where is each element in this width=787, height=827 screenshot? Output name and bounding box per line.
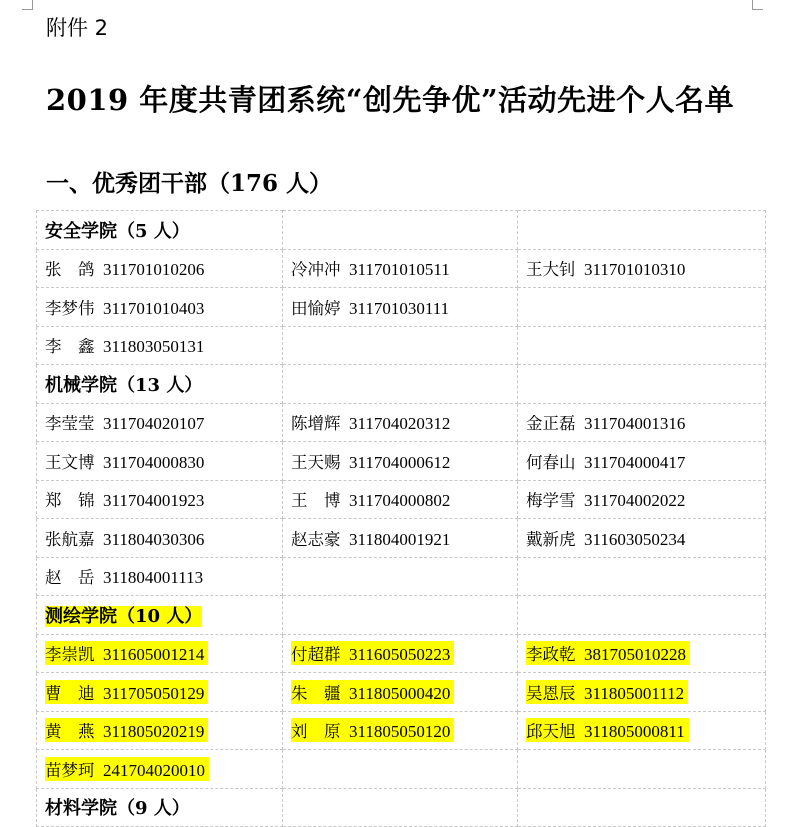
person-name: 王 博 [291,491,341,511]
table-cell [518,788,766,827]
table-cell [518,519,766,558]
table-cell [283,480,518,519]
table-cell [518,596,766,635]
table-cell [283,519,518,558]
person-name: 赵 岳 [45,568,95,588]
table-cell [283,557,518,596]
page-corner-mark-right [752,0,763,10]
person-entry [45,295,208,319]
person-name: 金正磊 [526,414,576,434]
table-row [37,326,766,365]
college-header-row [37,788,766,827]
person-name: 梅学雪 [526,491,576,511]
table-cell [518,750,766,789]
table-cell [37,288,283,327]
person-id: 311704000802 [349,491,451,511]
roster-table [36,210,766,827]
person-id: 311704000612 [349,452,451,472]
college-header-row [37,596,766,635]
table-cell [518,211,766,250]
person-id: 311804001921 [349,529,451,549]
person-id: 311701030111 [349,298,450,318]
table-row [37,673,766,712]
person-name: 田愉婷 [291,298,341,318]
table-cell [37,442,283,481]
page-corner-mark-left [22,0,33,10]
person-id: 311704020312 [349,414,451,434]
person-name: 张航嘉 [45,529,95,549]
person-name: 王文博 [45,452,95,472]
table-cell [518,480,766,519]
college-name: 测绘学院（10 人） [45,605,203,627]
table-cell [518,634,766,673]
person-entry [45,641,208,665]
person-entry [291,641,454,665]
table-cell [37,673,283,712]
person-name: 张 鸽 [45,260,95,280]
table-cell [518,557,766,596]
person-id: 311805001112 [584,683,685,703]
table-cell [283,788,518,827]
person-entry [45,526,208,550]
table-cell [283,673,518,712]
person-name: 赵志豪 [291,529,341,549]
person-id: 311704000417 [584,452,686,472]
table-cell [283,249,518,288]
person-name: 何春山 [526,452,576,472]
person-entry [45,564,207,588]
table-cell [37,711,283,750]
person-name: 李梦伟 [45,298,95,318]
person-entry [291,410,454,434]
person-id: 311701010206 [103,260,205,280]
person-name: 黄 燕 [45,722,95,742]
person-id: 311705050129 [103,683,205,703]
table-row [37,442,766,481]
college-name: 安全学院（5 人） [45,220,190,242]
person-id: 311701010310 [584,260,686,280]
table-row [37,288,766,327]
table-cell [37,211,283,250]
person-entry [526,641,690,665]
person-entry [291,526,454,550]
person-entry [45,256,208,280]
college-name: 材料学院（9 人） [45,798,190,820]
person-entry [526,487,689,511]
person-entry [45,680,208,704]
person-name: 李 鑫 [45,337,95,357]
section-heading: 一、优秀团干部（176 人） [46,170,333,197]
person-id: 311805000420 [349,683,451,703]
person-entry [291,718,454,742]
person-name: 冷冲冲 [291,260,341,280]
table-cell [37,750,283,789]
table-row [37,519,766,558]
table-cell [283,288,518,327]
table-cell [283,442,518,481]
person-entry [291,487,454,511]
college-header-row [37,365,766,404]
table-cell [518,403,766,442]
person-id: 311701010403 [103,298,205,318]
person-id: 311704000830 [103,452,205,472]
person-id: 311804030306 [103,529,205,549]
person-entry [45,410,208,434]
table-cell [283,596,518,635]
table-cell [518,288,766,327]
table-cell [283,326,518,365]
table-row [37,711,766,750]
person-id: 241704020010 [103,760,205,780]
table-row [37,403,766,442]
person-entry [291,256,454,280]
table-row [37,557,766,596]
college-header-row [37,211,766,250]
person-name: 郑 锦 [45,491,95,511]
person-entry [45,718,208,742]
table-cell [37,788,283,827]
table-cell [37,249,283,288]
table-row [37,634,766,673]
person-name: 苗梦珂 [45,760,95,780]
person-entry [291,449,454,473]
person-name: 刘 原 [291,722,341,742]
person-entry [291,680,454,704]
person-id: 311704001923 [103,491,205,511]
table-row [37,249,766,288]
person-entry [45,487,208,511]
person-id: 311603050234 [584,529,686,549]
person-name: 李莹莹 [45,414,95,434]
person-id: 311805050120 [349,722,451,742]
table-cell [518,442,766,481]
table-cell [283,711,518,750]
table-cell [37,326,283,365]
person-entry [291,295,453,319]
table-cell [283,365,518,404]
college-name: 机械学院（13 人） [45,374,203,396]
table-cell [518,365,766,404]
person-name: 王大钊 [526,260,576,280]
person-id: 311605050223 [349,645,451,665]
person-id: 311701010511 [349,260,450,280]
person-name: 付超群 [291,645,341,665]
person-entry [526,410,689,434]
person-name: 朱 疆 [291,683,341,703]
person-entry [526,680,688,704]
person-name: 戴新虎 [526,529,576,549]
person-entry [45,449,208,473]
document-title: 2019 年度共青团系统“创先争优”活动先进个人名单 [46,83,735,117]
table-cell [37,480,283,519]
table-cell [37,634,283,673]
person-entry [526,526,689,550]
table-cell [518,673,766,712]
person-name: 陈增辉 [291,414,341,434]
person-entry [526,256,689,280]
person-id: 311805020219 [103,722,205,742]
person-id: 311704020107 [103,414,205,434]
table-cell [37,365,283,404]
person-entry [45,333,208,357]
table-cell [518,249,766,288]
table-cell [37,403,283,442]
table-cell [283,211,518,250]
table-cell [283,750,518,789]
table-cell [283,403,518,442]
table-cell [37,557,283,596]
table-row [37,750,766,789]
person-name: 李政乾 [526,645,576,665]
person-name: 王天赐 [291,452,341,472]
attachment-label: 附件 2 [46,16,109,40]
person-entry [526,718,689,742]
table-cell [37,596,283,635]
person-id: 311804001113 [103,568,204,588]
table-cell [37,519,283,558]
person-id: 381705010228 [584,645,686,665]
person-name: 曹 迪 [45,683,95,703]
person-name: 李崇凯 [45,645,95,665]
person-id: 311805000811 [584,722,685,742]
person-id: 311803050131 [103,337,205,357]
table-cell [518,326,766,365]
person-id: 311704002022 [584,491,686,511]
person-entry [45,757,209,781]
person-id: 311704001316 [584,414,686,434]
person-entry [526,449,689,473]
person-id: 311605001214 [103,645,205,665]
table-cell [283,634,518,673]
person-name: 邱天旭 [526,722,576,742]
table-cell [518,711,766,750]
person-name: 吴恩辰 [526,683,576,703]
table-row [37,480,766,519]
